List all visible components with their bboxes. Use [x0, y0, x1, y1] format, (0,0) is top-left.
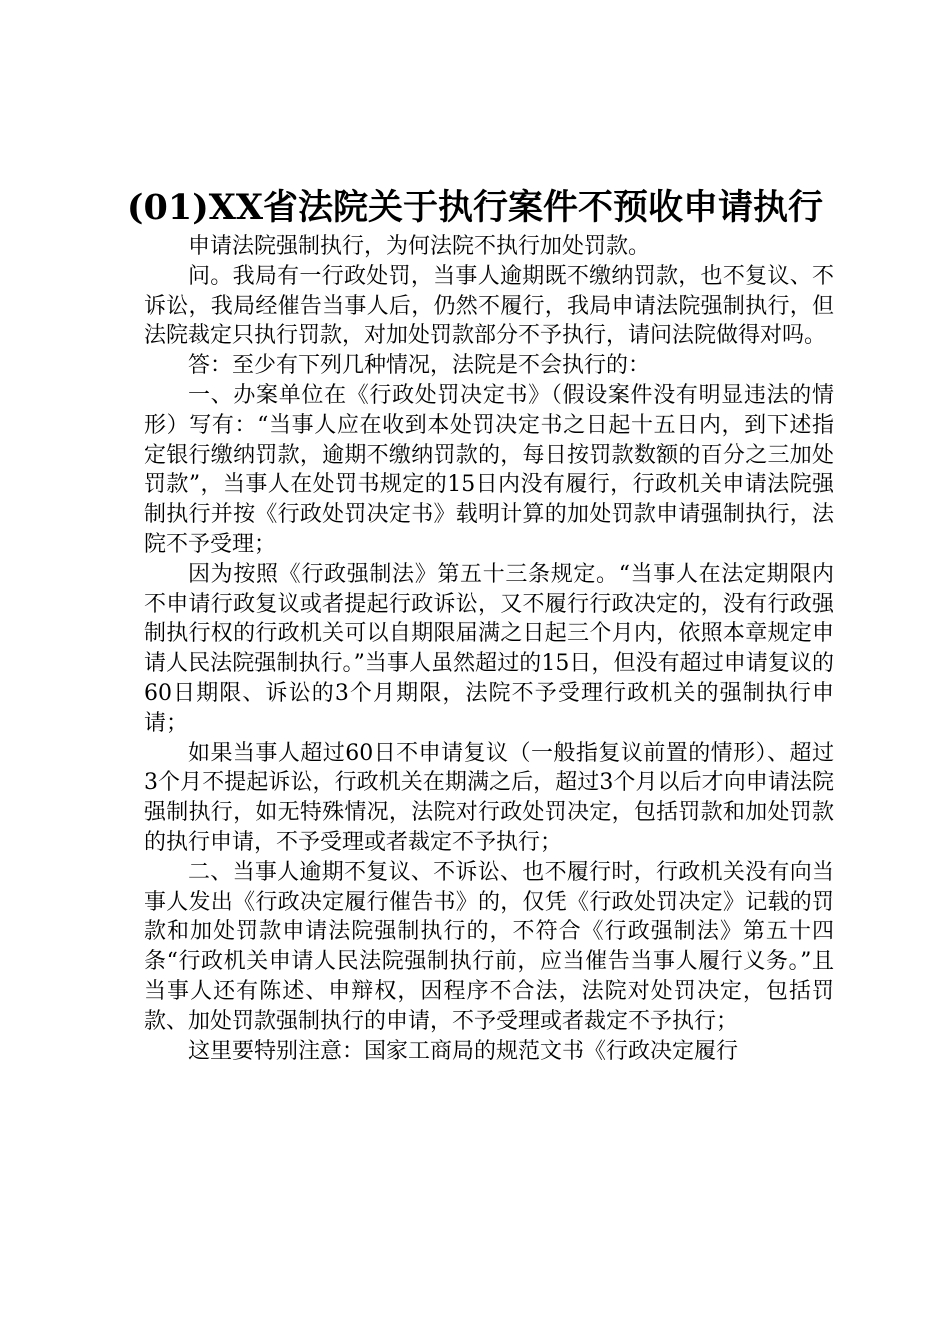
paragraph: 这里要特别注意：国家工商局的规范文书《行政决定履行 [188, 1038, 739, 1064]
paragraph: 一、办案单位在《行政处罚决定书》（假设案件没有明显违法的情形）写有：“当事人应在收到本处罚决定书之日起十五日内，到下述指定银行缴纳罚款，逾期不缴纳罚款的，每日按罚款数额的百分之三加处罚款”，当事人在处罚书规定的15日内没有履行，行政机关申请法院强制执行并按《行政处罚决定书》载明计算的加处罚款申请强制执行，法院不予受理； [144, 382, 834, 557]
document-body [144, 232, 834, 1066]
paragraph: 答：至少有下列几种情况，法院是不会执行的： [188, 353, 651, 379]
paragraph: 问。我局有一行政处罚，当事人逾期既不缴纳罚款，也不复议、不诉讼，我局经催告当事人后，仍然不履行，我局申请法院强制执行，但法院裁定只执行罚款，对加处罚款部分不予执行，请问法院做得对吗。 [144, 263, 834, 349]
paragraph: 因为按照《行政强制法》第五十三条规定。“当事人在法定期限内不申请行政复议或者提起行政诉讼，又不履行行政决定的，没有行政强制执行权的行政机关可以自期限届满之日起三个月内，依照本章规定申请人民法院强制执行。”当事人虽然超过的15日，但没有超过申请复议的60日期限、诉讼的3个月期限，法院不予受理行政机关的强制执行申请； [144, 561, 834, 736]
paragraph: 如果当事人超过60日不申请复议（一般指复议前置的情形）、超过3个月不提起诉讼，行政机关在期满之后，超过3个月以后才向申请法院强制执行，如无特殊情况，法院对行政处罚决定，包括罚款和加处罚款的执行申请，不予受理或者裁定不予执行； [144, 740, 834, 855]
paragraph: 申请法院强制执行，为何法院不执行加处罚款。 [188, 234, 651, 259]
paragraph: 二、当事人逾期不复议、不诉讼、也不履行时，行政机关没有向当事人发出《行政决定履行催告书》的，仅凭《行政处罚决定》记载的罚款和加处罚款申请法院强制执行的，不符合《行政强制法》第五十四条“行政机关申请人民法院强制执行前，应当催告当事人履行义务。”且当事人还有陈述、申辩权，因程序不合法，法院对处罚决定，包括罚款、加处罚款强制执行的申请，不予受理或者裁定不予执行； [144, 859, 834, 1034]
document-title: (01)XX省法院关于执行案件不预收申请执行 [126, 187, 824, 228]
